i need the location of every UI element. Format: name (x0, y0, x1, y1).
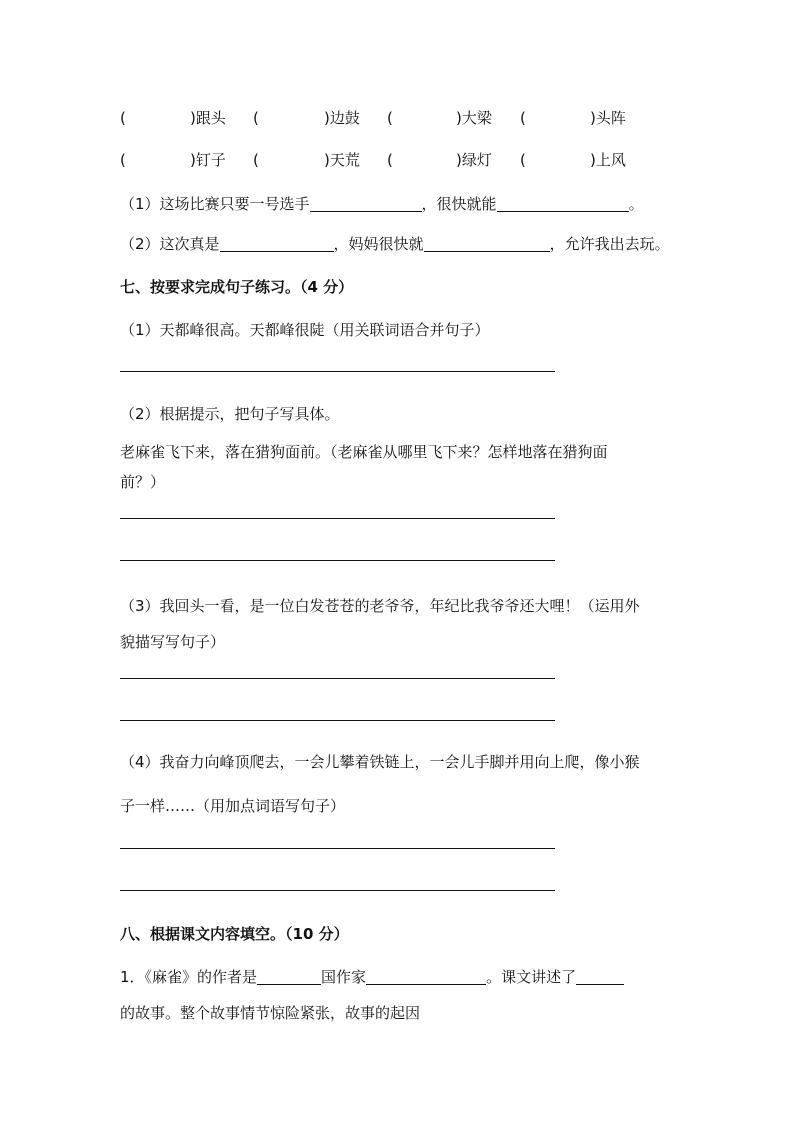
fill-sentence-1-part-b: ，很快就能 (421, 195, 497, 213)
fill-sentence-2-part-c: ，允许我出去玩。 (549, 235, 670, 253)
answer-blank[interactable] (424, 235, 550, 252)
section-7-title: 七、按要求完成句子练习。（4 分） (120, 278, 354, 296)
answer-blank[interactable] (576, 968, 624, 985)
answer-blank[interactable] (310, 195, 422, 212)
fill-sentence-1 (120, 194, 644, 214)
section-7-q2-title: （2）根据提示，把句子写具体。 (120, 405, 340, 423)
fill-sentence-2-part-b: ，妈妈很快就 (333, 235, 424, 253)
section-8-title: 八、根据课文内容填空。（10 分） (120, 925, 349, 943)
section-7-q2-line1: 老麻雀飞下来，落在猎狗面前。（老麻雀从哪里飞下来？怎样地落在猎狗面 (120, 443, 608, 461)
answer-blank[interactable] (497, 195, 629, 212)
answer-line[interactable] (120, 518, 555, 519)
idiom-word: )头阵 (590, 109, 626, 127)
answer-blank[interactable] (257, 968, 321, 985)
idiom-word: )绿灯 (456, 151, 492, 169)
answer-blank[interactable] (220, 235, 334, 252)
section-7-q1: （1）天都峰很高。天都峰很陡（用关联词语合并句子） (120, 321, 490, 339)
idiom-word: )跟头 (190, 109, 226, 127)
idiom-open-paren: ( (253, 151, 259, 169)
answer-blank[interactable] (366, 968, 486, 985)
section-8-q1-part-a: 1．《麻雀》的作者是 (120, 968, 258, 986)
answer-line[interactable] (120, 720, 555, 721)
fill-sentence-2-part-a: （2）这次真是 (120, 235, 220, 253)
section-8-q1-part-b: 国作家 (321, 968, 367, 986)
section-8-q1 (120, 967, 624, 987)
idiom-open-paren: ( (120, 151, 126, 169)
section-8-q1-line2: 的故事。整个故事情节惊险紧张，故事的起因 (120, 1004, 421, 1022)
section-7-q2-line2: 前？） (120, 473, 166, 491)
idiom-open-paren: ( (387, 151, 393, 169)
idiom-open-paren: ( (253, 109, 259, 127)
idiom-word: )天荒 (324, 151, 360, 169)
fill-sentence-1-part-c: 。 (628, 195, 644, 213)
answer-line[interactable] (120, 678, 555, 679)
idiom-word: )边鼓 (324, 109, 360, 127)
section-7-q4-line1: （4）我奋力向峰顶爬去，一会儿攀着铁链上，一会儿手脚并用向上爬，像小猴 (120, 753, 640, 771)
idiom-open-paren: ( (387, 109, 393, 127)
idiom-word: )钉子 (190, 151, 226, 169)
answer-line[interactable] (120, 890, 555, 891)
section-7-q3-line2: 貌描写写句子） (120, 633, 226, 651)
idiom-word: )上风 (590, 151, 626, 169)
section-7-q3-line1: （3）我回头一看，是一位白发苍苍的老爷爷，年纪比我爷爷还大哩！（运用外 (120, 597, 640, 615)
section-7-q4-line2: 子一样……（用加点词语写句子） (120, 797, 346, 815)
answer-line[interactable] (120, 560, 555, 561)
section-8-q1-part-c: 。课文讲述了 (486, 968, 577, 986)
fill-sentence-1-part-a: （1）这场比赛只要一号选手 (120, 195, 310, 213)
idiom-open-paren: ( (520, 151, 526, 169)
idiom-word: )大梁 (456, 109, 492, 127)
fill-sentence-2 (120, 234, 670, 254)
answer-line[interactable] (120, 371, 555, 372)
answer-line[interactable] (120, 848, 555, 849)
idiom-open-paren: ( (520, 109, 526, 127)
idiom-open-paren: ( (120, 109, 126, 127)
